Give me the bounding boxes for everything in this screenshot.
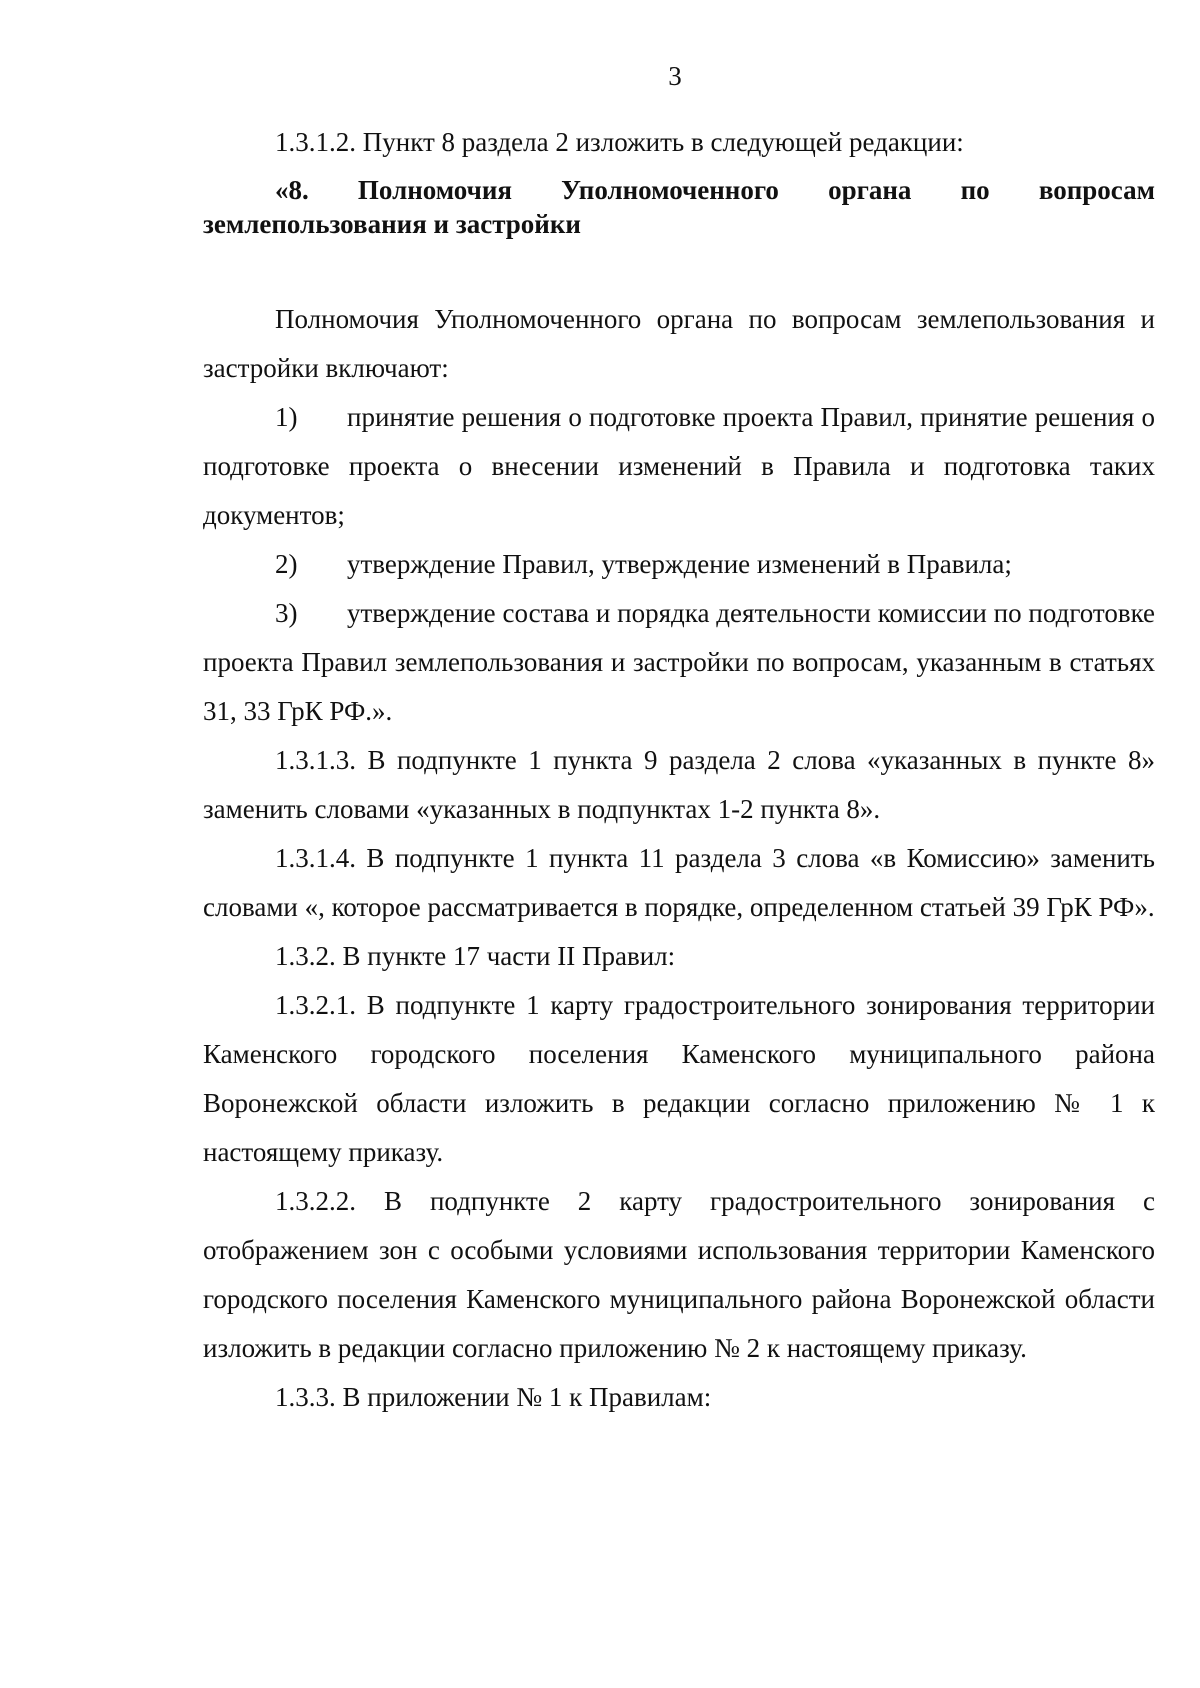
list-item-text: принятие решения о подготовке проекта Правил, принятие решения о подготовке проекта о внесении изменений в Правила и подготовка таких документов; [203,402,1155,530]
list-item-3 [203,589,1155,736]
paragraph-1-3-3: 1.3.3. В приложении № 1 к Правилам: [275,1382,712,1412]
paragraph-powers-intro: Полномочия Уполномоченного органа по вопросам землепользования и застройки включают: [203,304,1155,383]
document-body [203,118,1155,1422]
paragraph-1-3-2-1: 1.3.2.1. В подпункте 1 карту градостроительного зонирования территории Каменского городского поселения Каменского муниципального района Воронежской области изложить в редакции согласно приложению № 1 к настоящему приказу. [203,990,1155,1167]
paragraph-1-3-1-2: 1.3.1.2. Пункт 8 раздела 2 изложить в следующей редакции: [275,127,964,157]
page-number: 3 [668,61,682,91]
list-item-1 [203,393,1155,540]
paragraph-1-3-1-4: 1.3.1.4. В подпункте 1 пункта 11 раздела 3 слова «в Комиссию» заменить словами «, которое рассматривается в порядке, определенном статьей 39 ГрК РФ». [203,843,1155,922]
paragraph-1-3-2-2: 1.3.2.2. В подпункте 2 карту градостроительного зонирования с отображением зон с особыми условиями использования территории Каменского городского поселения Каменского муниципального района Воронежской области изложить в редакции согласно приложению № 2 к настоящему приказу. [203,1186,1155,1363]
list-item-number: 1) [275,402,298,432]
section-heading: «8. Полномочия Уполномоченного органа по вопросам землепользования и застройки [203,175,1155,239]
list-item-2 [203,540,1155,589]
list-item-number: 2) [275,549,298,579]
list-item-number: 3) [275,598,298,628]
list-item-text: утверждение состава и порядка деятельности комиссии по подготовке проекта Правил землепользования и застройки по вопросам, указанным в статьях 31, 33 ГрК РФ.». [203,598,1155,726]
paragraph-1-3-1-3: 1.3.1.3. В подпункте 1 пункта 9 раздела 2 слова «указанных в пункте 8» заменить словами «указанных в подпунктах 1-2 пункта 8». [203,745,1155,824]
paragraph-1-3-2: 1.3.2. В пункте 17 части II Правил: [275,941,676,971]
list-item-text: утверждение Правил, утверждение изменений в Правила; [347,549,1012,579]
